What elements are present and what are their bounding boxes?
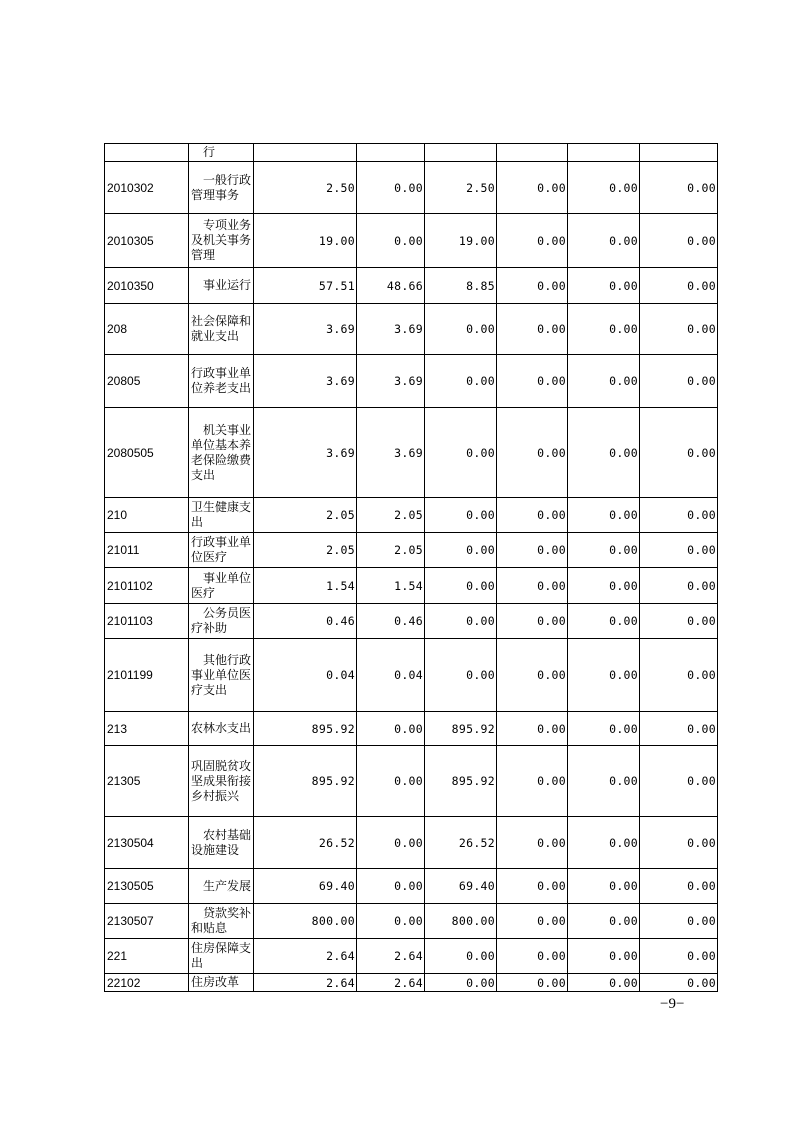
table-row <box>105 974 718 992</box>
subject-code-cell: 2010302 <box>105 162 189 214</box>
amount-cell: 0.46 <box>254 604 357 639</box>
amount-cell: 2.64 <box>254 939 357 974</box>
amount-cell: 0.00 <box>357 817 425 869</box>
amount-cell: 0.00 <box>357 746 425 817</box>
subject-code-cell: 2130507 <box>105 904 189 939</box>
subject-name-cell: 生产发展 <box>189 869 254 904</box>
amount-cell: 0.00 <box>568 355 640 408</box>
amount-cell: 0.00 <box>425 639 497 712</box>
table-row <box>105 355 718 408</box>
amount-cell: 0.00 <box>568 304 640 355</box>
amount-cell: 0.00 <box>497 408 568 498</box>
subject-code-cell: 20805 <box>105 355 189 408</box>
amount-cell: 0.00 <box>568 268 640 304</box>
amount-cell: 0.00 <box>640 162 718 214</box>
amount-cell: 0.00 <box>497 214 568 268</box>
table-row <box>105 939 718 974</box>
amount-cell: 0.00 <box>357 904 425 939</box>
amount-cell: 0.00 <box>497 746 568 817</box>
subject-code-cell <box>105 144 189 162</box>
table-row <box>105 408 718 498</box>
amount-cell <box>425 144 497 162</box>
amount-cell: 800.00 <box>254 904 357 939</box>
table-row <box>105 568 718 604</box>
subject-name-cell: 住房保障支出 <box>189 939 254 974</box>
subject-name-cell: 机关事业单位基本养老保险缴费支出 <box>189 408 254 498</box>
amount-cell: 19.00 <box>425 214 497 268</box>
amount-cell: 0.00 <box>568 604 640 639</box>
amount-cell: 0.00 <box>640 746 718 817</box>
amount-cell: 2.05 <box>357 533 425 568</box>
table-row <box>105 639 718 712</box>
subject-name-cell: 公务员医疗补助 <box>189 604 254 639</box>
subject-name-cell: 农林水支出 <box>189 712 254 746</box>
amount-cell: 3.69 <box>357 355 425 408</box>
amount-cell: 0.00 <box>497 817 568 869</box>
subject-name-cell: 一般行政管理事务 <box>189 162 254 214</box>
amount-cell: 26.52 <box>254 817 357 869</box>
subject-code-cell: 21011 <box>105 533 189 568</box>
amount-cell <box>497 144 568 162</box>
amount-cell: 1.54 <box>357 568 425 604</box>
amount-cell: 19.00 <box>254 214 357 268</box>
amount-cell: 0.00 <box>568 162 640 214</box>
amount-cell: 0.00 <box>568 639 640 712</box>
amount-cell: 0.00 <box>497 533 568 568</box>
amount-cell: 0.00 <box>640 355 718 408</box>
subject-code-cell: 213 <box>105 712 189 746</box>
table-row <box>105 904 718 939</box>
subject-name-cell: 农村基础设施建设 <box>189 817 254 869</box>
table-row <box>105 533 718 568</box>
amount-cell <box>640 144 718 162</box>
amount-cell: 2.50 <box>254 162 357 214</box>
amount-cell: 0.00 <box>640 533 718 568</box>
page-number: −9− <box>660 996 685 1012</box>
amount-cell: 0.00 <box>425 304 497 355</box>
amount-cell: 0.00 <box>568 498 640 533</box>
subject-code-cell: 221 <box>105 939 189 974</box>
amount-cell: 0.00 <box>640 712 718 746</box>
table-row <box>105 144 718 162</box>
subject-name-cell: 其他行政事业单位医疗支出 <box>189 639 254 712</box>
table-row <box>105 268 718 304</box>
amount-cell: 0.00 <box>425 939 497 974</box>
subject-code-cell: 2010305 <box>105 214 189 268</box>
amount-cell: 3.69 <box>254 355 357 408</box>
subject-name-cell: 行 <box>189 144 254 162</box>
amount-cell: 0.00 <box>497 904 568 939</box>
amount-cell: 0.00 <box>425 974 497 992</box>
table-row <box>105 304 718 355</box>
subject-name-cell: 行政事业单位养老支出 <box>189 355 254 408</box>
subject-name-cell: 社会保障和就业支出 <box>189 304 254 355</box>
amount-cell: 0.00 <box>497 498 568 533</box>
amount-cell: 0.04 <box>254 639 357 712</box>
amount-cell: 895.92 <box>425 712 497 746</box>
amount-cell: 3.69 <box>357 408 425 498</box>
amount-cell: 3.69 <box>254 304 357 355</box>
amount-cell: 0.04 <box>357 639 425 712</box>
amount-cell: 0.00 <box>640 408 718 498</box>
subject-code-cell: 2101102 <box>105 568 189 604</box>
subject-code-cell: 2101199 <box>105 639 189 712</box>
amount-cell: 0.00 <box>640 869 718 904</box>
amount-cell: 57.51 <box>254 268 357 304</box>
amount-cell: 0.00 <box>568 869 640 904</box>
amount-cell: 0.00 <box>497 604 568 639</box>
amount-cell: 0.00 <box>425 408 497 498</box>
amount-cell <box>357 144 425 162</box>
amount-cell: 0.00 <box>568 939 640 974</box>
table-row <box>105 498 718 533</box>
amount-cell: 0.00 <box>640 904 718 939</box>
amount-cell: 2.64 <box>357 974 425 992</box>
amount-cell: 0.00 <box>497 869 568 904</box>
subject-name-cell: 住房改革 <box>189 974 254 992</box>
amount-cell: 0.00 <box>425 568 497 604</box>
subject-name-cell: 事业单位医疗 <box>189 568 254 604</box>
amount-cell: 0.00 <box>497 974 568 992</box>
budget-table <box>104 143 718 992</box>
amount-cell: 0.00 <box>640 639 718 712</box>
amount-cell: 0.00 <box>568 974 640 992</box>
amount-cell: 0.00 <box>497 355 568 408</box>
amount-cell: 2.64 <box>357 939 425 974</box>
table-row <box>105 746 718 817</box>
amount-cell: 0.00 <box>568 408 640 498</box>
table-row <box>105 712 718 746</box>
amount-cell: 48.66 <box>357 268 425 304</box>
table-row <box>105 214 718 268</box>
amount-cell: 895.92 <box>254 712 357 746</box>
amount-cell: 69.40 <box>254 869 357 904</box>
amount-cell: 895.92 <box>425 746 497 817</box>
table-row <box>105 162 718 214</box>
amount-cell: 69.40 <box>425 869 497 904</box>
amount-cell: 0.00 <box>640 268 718 304</box>
amount-cell: 895.92 <box>254 746 357 817</box>
amount-cell: 2.05 <box>357 498 425 533</box>
amount-cell: 0.00 <box>357 214 425 268</box>
amount-cell: 0.00 <box>640 214 718 268</box>
amount-cell: 0.00 <box>497 304 568 355</box>
amount-cell: 0.00 <box>640 604 718 639</box>
amount-cell: 0.00 <box>357 712 425 746</box>
amount-cell: 0.46 <box>357 604 425 639</box>
amount-cell: 0.00 <box>425 604 497 639</box>
subject-code-cell: 21305 <box>105 746 189 817</box>
subject-code-cell: 2101103 <box>105 604 189 639</box>
amount-cell: 0.00 <box>640 568 718 604</box>
amount-cell: 0.00 <box>497 712 568 746</box>
subject-name-cell: 巩固脱贫攻坚成果衔接乡村振兴 <box>189 746 254 817</box>
subject-name-cell: 贷款奖补和贴息 <box>189 904 254 939</box>
amount-cell: 8.85 <box>425 268 497 304</box>
amount-cell: 2.05 <box>254 533 357 568</box>
amount-cell: 0.00 <box>497 939 568 974</box>
amount-cell: 0.00 <box>497 639 568 712</box>
amount-cell: 2.05 <box>254 498 357 533</box>
amount-cell: 0.00 <box>425 498 497 533</box>
subject-code-cell: 210 <box>105 498 189 533</box>
subject-name-cell: 行政事业单位医疗 <box>189 533 254 568</box>
subject-code-cell: 2130505 <box>105 869 189 904</box>
amount-cell: 0.00 <box>568 568 640 604</box>
amount-cell: 3.69 <box>357 304 425 355</box>
amount-cell: 0.00 <box>568 533 640 568</box>
amount-cell: 3.69 <box>254 408 357 498</box>
amount-cell: 0.00 <box>568 712 640 746</box>
amount-cell: 0.00 <box>568 214 640 268</box>
amount-cell: 0.00 <box>425 355 497 408</box>
table-body <box>105 144 718 992</box>
amount-cell: 0.00 <box>640 817 718 869</box>
table-row <box>105 869 718 904</box>
amount-cell: 0.00 <box>568 817 640 869</box>
amount-cell: 0.00 <box>357 162 425 214</box>
amount-cell: 0.00 <box>357 869 425 904</box>
subject-code-cell: 22102 <box>105 974 189 992</box>
amount-cell: 1.54 <box>254 568 357 604</box>
subject-name-cell: 事业运行 <box>189 268 254 304</box>
subject-name-cell: 卫生健康支出 <box>189 498 254 533</box>
amount-cell: 26.52 <box>425 817 497 869</box>
amount-cell: 0.00 <box>497 268 568 304</box>
amount-cell: 0.00 <box>568 904 640 939</box>
amount-cell: 0.00 <box>497 162 568 214</box>
amount-cell: 0.00 <box>497 568 568 604</box>
amount-cell: 0.00 <box>568 746 640 817</box>
amount-cell: 2.64 <box>254 974 357 992</box>
amount-cell <box>568 144 640 162</box>
amount-cell: 0.00 <box>640 974 718 992</box>
subject-code-cell: 2010350 <box>105 268 189 304</box>
amount-cell: 0.00 <box>640 304 718 355</box>
table-row <box>105 604 718 639</box>
subject-code-cell: 2080505 <box>105 408 189 498</box>
subject-code-cell: 208 <box>105 304 189 355</box>
amount-cell: 0.00 <box>640 498 718 533</box>
amount-cell: 0.00 <box>425 533 497 568</box>
subject-code-cell: 2130504 <box>105 817 189 869</box>
amount-cell <box>254 144 357 162</box>
amount-cell: 0.00 <box>640 939 718 974</box>
amount-cell: 2.50 <box>425 162 497 214</box>
table-row <box>105 817 718 869</box>
amount-cell: 800.00 <box>425 904 497 939</box>
subject-name-cell: 专项业务及机关事务管理 <box>189 214 254 268</box>
